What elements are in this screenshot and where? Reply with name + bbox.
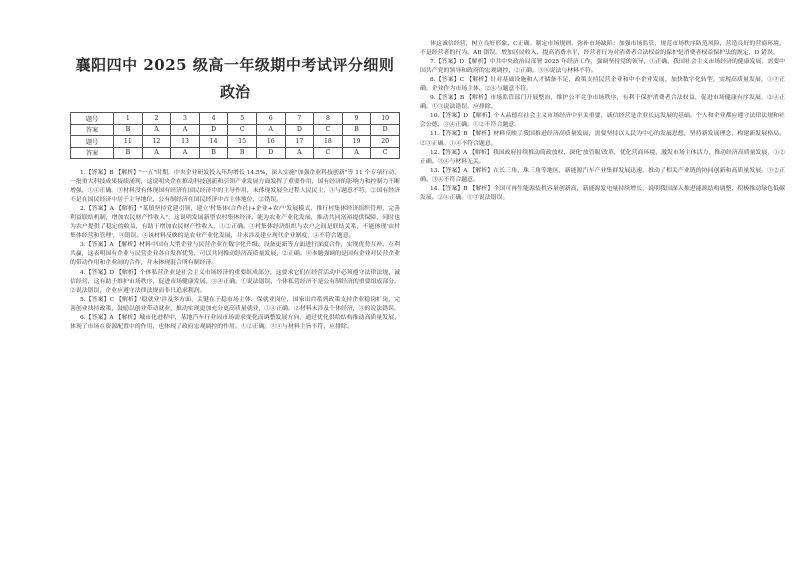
answer-table-cell: A	[142, 147, 171, 159]
explanation-paragraph: 7.【答案】D 【解析】中共中央政治局部署 2025 年经济工作，强调坚持党的领导，①正确。我国社会主义市场经济的健康发展，需要中国共产党的领导和政府的宏观调控，②正确。③④说法与材料不符。	[420, 59, 785, 75]
answer-table-cell: A	[285, 147, 314, 159]
explanation-paragraph: 2.【答案】A 【解析】"某镇坚持党建引领，建立'村集体(合作社)+企业+农户'发展模式，推行村集体经济组织管理，完善利益联结机制，增加农民财产性收入"，这说明发展新型农村集体经济，能为农业产业化发展，推动共同富裕提供保障，同时也为农户提供了稳定的收益，有助于增加农民财产性收入，①②正确。③村集体经济组织与农户之间是联结关系，不能体现'由村集体经营和管理'，③错误。④该材料反映的是农业产业化发展，并未涉及建立现代企业制度，④不符合题意。	[70, 206, 400, 240]
answer-table-cell: 3	[171, 113, 200, 125]
answer-table-header-cell: 题号	[71, 113, 114, 125]
answer-table-cell: 11	[114, 136, 143, 148]
answer-table-cell: 13	[171, 136, 200, 148]
answer-table-cell: C	[314, 147, 343, 159]
explanation-paragraph: 10.【答案】D 【解析】个人品德在社会主义市场经济中至关重要，诚信经营是企业长远发展的基础。个人和企业都应遵守法律法规和社会公德，③④正确。①②不符合题意。	[420, 113, 785, 129]
explanation-paragraph: 体这诚信经营，树立良好形象，C正确。制定市场规则，弥补市场缺陷：加强市场监管，规范市场秩序防范风险，营造良好的营商环境，不是经营者的行为，AB 错误。增加居民收入、提高消费水平，经营者行为对消费者合法权益的保护是消费者权益保护法的规定，D 错误。	[420, 41, 785, 57]
left-paragraphs	[70, 169, 400, 332]
answer-table-header-cell: 题号	[71, 136, 114, 148]
answer-table-cell: B	[228, 147, 257, 159]
explanation-paragraph: 8.【答案】C 【解析】针对基础设施和人才储备不足，政策支持民营企业和中小企业发展，加快数字化转型，实现高质量发展，①③正确。企业作为市场主体，②④与题意不符。	[420, 77, 785, 93]
answer-table-cell: D	[199, 124, 228, 136]
answer-table	[70, 112, 400, 159]
answer-table-cell: A	[142, 124, 171, 136]
explanation-paragraph: 9.【答案】B 【解析】市场监管部门开展整治，维护公平竞争市场秩序，有利于保护消费者合法权益，促进市场健康有序发展，②④正确。①③说法错误，应排除。	[420, 95, 785, 111]
answer-table-cell: 2	[142, 113, 171, 125]
answer-table-cell: C	[314, 124, 343, 136]
answer-table-cell: 14	[199, 136, 228, 148]
explanation-paragraph: 14.【答案】B 【解析】全国可再生能源装机容量创新高，新能源发电量持续增长，说明我国深入推进能源结构调整，积极推动绿色低碳发展。②④正确。①③说法错误。	[420, 185, 785, 201]
answer-table-cell: 4	[199, 113, 228, 125]
explanation-paragraph: 5.【答案】C 【解析】'稳就业'涉及多方面，关键在于稳市场主体、保就业岗位，国家出台系列政策支持企业稳岗扩岗，完善创业扶持政策，鼓励以创业带动就业，推动实现更加充分更高质量就业，①④正确。②材料未涉及个体经济，③的说法错误。	[70, 296, 400, 312]
answer-table-cell: 8	[314, 113, 343, 125]
explanation-paragraph: 4.【答案】D 【解析】个体私营企业是社会主义市场经济的重要组成部分，这要求它们在经营活动中必须遵守法律法规、诚信经营，这有助于维护市场秩序，促进市场健康发展。③④正确。①说法错误，个体私营经济不是公有制经济的重要组成部分。②说法错误，企业应遵守法律法规而非只追求利润。	[70, 269, 400, 294]
answer-table-cell: 20	[371, 136, 400, 148]
explanation-paragraph: 13.【答案】A 【解析】在长三角、珠三角等地区，新能源汽车产业集群发展迅速，推动了相关产业链的协同创新和高质量发展。①②正确。③④不符合题意。	[420, 167, 785, 183]
explanation-paragraph: 3.【答案】A 【解析】材料中国有大型企业与民营企业在数字化升级、设备更新等方面进行深度合作，实现优势互补、互利共赢，这表明国有企业与民营企业各自发挥优势，可以共同推动经济高质量发展，②正确。④本题强调的是国有企业对民营企业的带动作用和企业间的合作，并未体现混合所有制经济。	[70, 242, 400, 267]
answer-table-cell: 6	[256, 113, 285, 125]
left-column	[70, 40, 400, 332]
explanation-paragraph: 12.【答案】A 【解析】我国政府持续推动简政放权，深化'放管服'改革，优化营商环境，激发市场主体活力，推动经济高质量发展，①②正确。③④与材料无关。	[420, 149, 785, 165]
answer-table-cell: A	[171, 124, 200, 136]
answer-table-row	[71, 113, 400, 125]
answer-table-row	[71, 147, 400, 159]
right-paragraphs	[420, 40, 785, 203]
answer-table-cell: D	[371, 124, 400, 136]
answer-table-cell: 9	[342, 113, 371, 125]
subject-title: 政治	[219, 83, 250, 101]
answer-table-header-cell: 答案	[71, 147, 114, 159]
answer-table-cell: A	[342, 147, 371, 159]
answer-table-cell: D	[285, 124, 314, 136]
answer-table-cell: 10	[371, 113, 400, 125]
answer-table-cell: C	[371, 147, 400, 159]
answer-table-cell: 17	[285, 136, 314, 148]
answer-table-cell: A	[171, 147, 200, 159]
answer-table-cell: B	[114, 147, 143, 159]
right-column	[420, 40, 785, 203]
answer-table-cell: 5	[228, 113, 257, 125]
answer-table-row	[71, 136, 400, 148]
explanation-paragraph: 11.【答案】B 【解析】材料反映了我国推进经济高质量发展，需要坚持以人民为中心的发展思想，坚持新发展理念，构建新发展格局。②③正确。①④不符合题意。	[420, 131, 785, 147]
answer-table-header-cell: 答案	[71, 124, 114, 136]
answer-table-cell: C	[228, 124, 257, 136]
answer-table-cell: 7	[285, 113, 314, 125]
answer-table-cell: 1	[114, 113, 143, 125]
answer-table-cell: B	[342, 124, 371, 136]
answer-table-row	[71, 124, 400, 136]
answer-table-cell: D	[256, 147, 285, 159]
answer-table-cell: 19	[342, 136, 371, 148]
page-title: 襄阳四中 2025 级高一年级期中考试评分细则	[75, 56, 395, 74]
answer-table-cell: 15	[228, 136, 257, 148]
answer-table-cell: A	[256, 124, 285, 136]
answer-table-cell: 18	[314, 136, 343, 148]
explanation-paragraph: 1.【答案】B 【解析】"一五"时期，中央企业研发投入年均增长 14.5%，深入实施"加强企业科技创新"等 11 个专项行动，一批重大科技成果接续涌现，这说明央企在推动科技创新和引领产业发展方面发挥了重要作用，国有经济的影响力和控制力不断增强，①④正确。③材料没有体现国有经济在国民经济中的主导作用，未体现发展全过程人民民主，③与题意不符。②国有经济不是在国民经济中居于主导地位，公有制经济在国民经济中占主体地位，②错误。	[70, 170, 400, 204]
answer-table-cell: B	[199, 147, 228, 159]
answer-table-cell: B	[114, 124, 143, 136]
answer-table-cell: 16	[256, 136, 285, 148]
explanation-paragraph: 6.【答案】A 【解析】城市化进程中，某地汽车行业因市场需求变化而调整发展方向，通过优化供给结构推动高质量发展，体现了市场在资源配置中的作用，也体现了政府宏观调控的作用。①②正确。③④与材料主旨不符，应排除。	[70, 314, 400, 330]
answer-table-cell: 12	[142, 136, 171, 148]
